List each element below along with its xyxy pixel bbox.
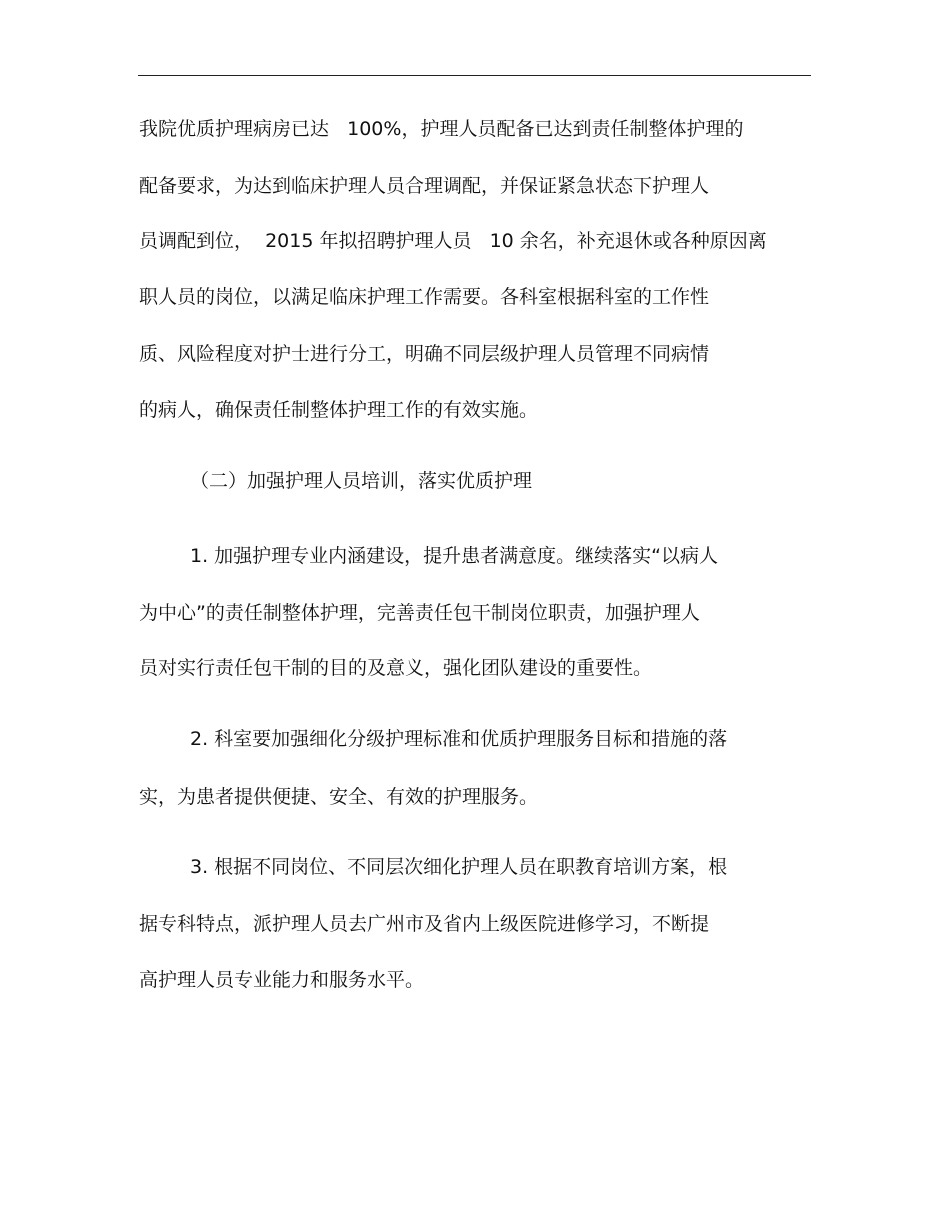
list-item-line: 2. 科室要加强细化分级护理标准和优质护理服务目标和措施的落 xyxy=(190,728,728,750)
paragraph-line: 我院优质护理病房已达 100%，护理人员配备已达到责任制整体护理的 xyxy=(139,118,744,140)
paragraph-line: 员调配到位， 2015 年拟招聘护理人员 10 余名，补充退休或各种原因离 xyxy=(139,230,767,252)
list-item-line: 为中心”的责任制整体护理，完善责任包干制岗位职责，加强护理人 xyxy=(139,602,700,624)
paragraph-line: 质、风险程度对护士进行分工，明确不同层级护理人员管理不同病情 xyxy=(139,343,710,365)
paragraph-line: 职人员的岗位，以满足临床护理工作需要。各科室根据科室的工作性 xyxy=(139,286,710,308)
list-item-line: 1. 加强护理专业内涵建设，提升患者满意度。继续落实“以病人 xyxy=(190,545,719,567)
header-rule xyxy=(138,75,811,76)
list-item-line: 高护理人员专业能力和服务水平。 xyxy=(139,969,425,991)
list-item-line: 3. 根据不同岗位、不同层次细化护理人员在职教育培训方案，根 xyxy=(190,856,728,878)
list-item-line: 据专科特点，派护理人员去广州市及省内上级医院进修学习，不断提 xyxy=(139,913,710,935)
list-item-line: 实，为患者提供便捷、安全、有效的护理服务。 xyxy=(139,786,539,808)
section-heading: （二）加强护理人员培训，落实优质护理 xyxy=(190,470,533,492)
paragraph-line: 配备要求，为达到临床护理人员合理调配，并保证紧急状态下护理人 xyxy=(139,175,710,197)
paragraph-line: 的病人，确保责任制整体护理工作的有效实施。 xyxy=(139,399,539,421)
list-item-line: 员对实行责任包干制的目的及意义，强化团队建设的重要性。 xyxy=(139,657,653,679)
